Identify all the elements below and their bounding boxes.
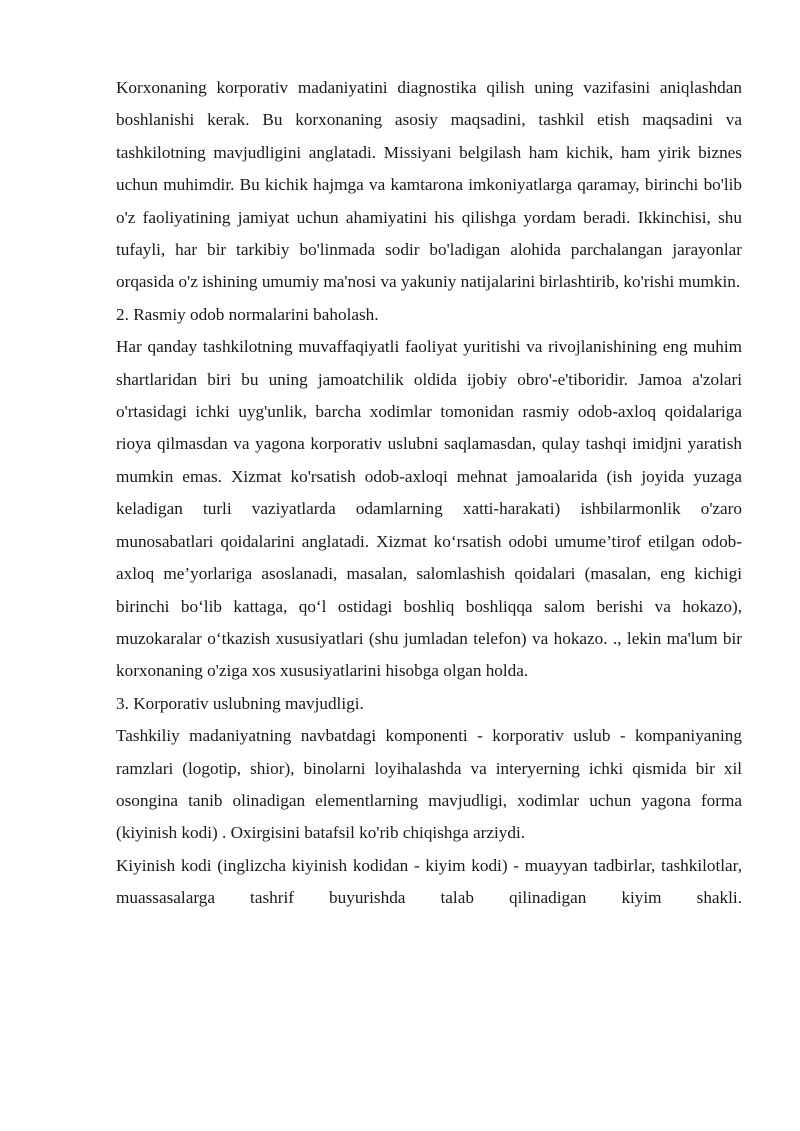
paragraph-corporate-style: Tashkiliy madaniyatning navbatdagi komponenti - korporativ uslub - kompaniyaning ramzlari (logotip, shior), binolarni loyihalashda va interyerning ichki qismida bir xil osongina tanib olinadigan elementlarning mavjudligi, xodimlar uchun yagona forma (kiyinish kodi) . Oxirgisini batafsil ko'rib chiqishga arziydi. <box>116 726 742 843</box>
paragraph-mission: Korxonaning korporativ madaniyatini diagnostika qilish uning vazifasini aniqlashdan boshlanishi kerak. Bu korxonaning asosiy maqsadini, tashkil etish maqsadini va tashkilotning mavjudligini anglatadi. Missiyani belgilash ham kichik, ham yirik biznes uchun muhimdir. Bu kichik hajmga va kamtarona imkoniyatlarga qaramay, birinchi bo'lib o'z faoliyatining jamiyat uchun ahamiyatini his qilishga yordam beradi. Ikkinchisi, shu tufayli, har bir tarkibiy bo'linmada sodir bo'ladigan alohida parchalangan jarayonlar orqasida o'z ishining umumiy ma'nosi va yakuniy natijalarini birlashtirib, ko'rishi mumkin. <box>116 78 742 292</box>
heading-corporate-style: 3. Korporativ uslubning mavjudligi. <box>116 693 364 713</box>
paragraph-dress-code: Kiyinish kodi (inglizcha kiyinish kodidan - kiyim kodi) - muayyan tadbirlar, tashkilotlar, muassasalarga tashrif buyurishda talab qilinadigan kiyim shakli. <box>116 855 742 908</box>
paragraph-etiquette: Har qanday tashkilotning muvaffaqiyatli faoliyat yuritishi va rivojlanishining eng muhim shartlaridan biri bu uning jamoatchilik oldida ijobiy obro'-e'tiboridir. Jamoa a'zolari o'rtasidagi ichki uyg'unlik, barcha xodimlar tomonidan rasmiy odob-axloq qoidalariga rioya qilmasdan va yagona korporativ uslubni saqlamasdan, qulay tashqi imidjni yaratish mumkin emas. Xizmat ko'rsatish odob-axloqi mehnat jamoalarida (ish joyida yuzaga keladigan turli vaziyatlarda odamlarning xatti-harakati) ishbilarmonlik o'zaro munosabatlari qoidalarini anglatadi. Xizmat ko‘rsatish odobi umume’tirof etilgan odob-axloq me’yorlariga asoslanadi, masalan, salomlashish qoidalari (masalan, eng kichigi birinchi bo‘lib kattaga, qo‘l ostidagi boshliq boshliqqa salom berishi va hokazo), muzokaralar o‘tkazish xususiyatlari (shu jumladan telefon) va hokazo. ., lekin ma'lum bir korxonaning o'ziga xos xususiyatlarini hisobga olgan holda. <box>116 337 742 681</box>
heading-etiquette-norms: 2. Rasmiy odob normalarini baholash. <box>116 304 379 324</box>
document-body <box>116 72 742 915</box>
